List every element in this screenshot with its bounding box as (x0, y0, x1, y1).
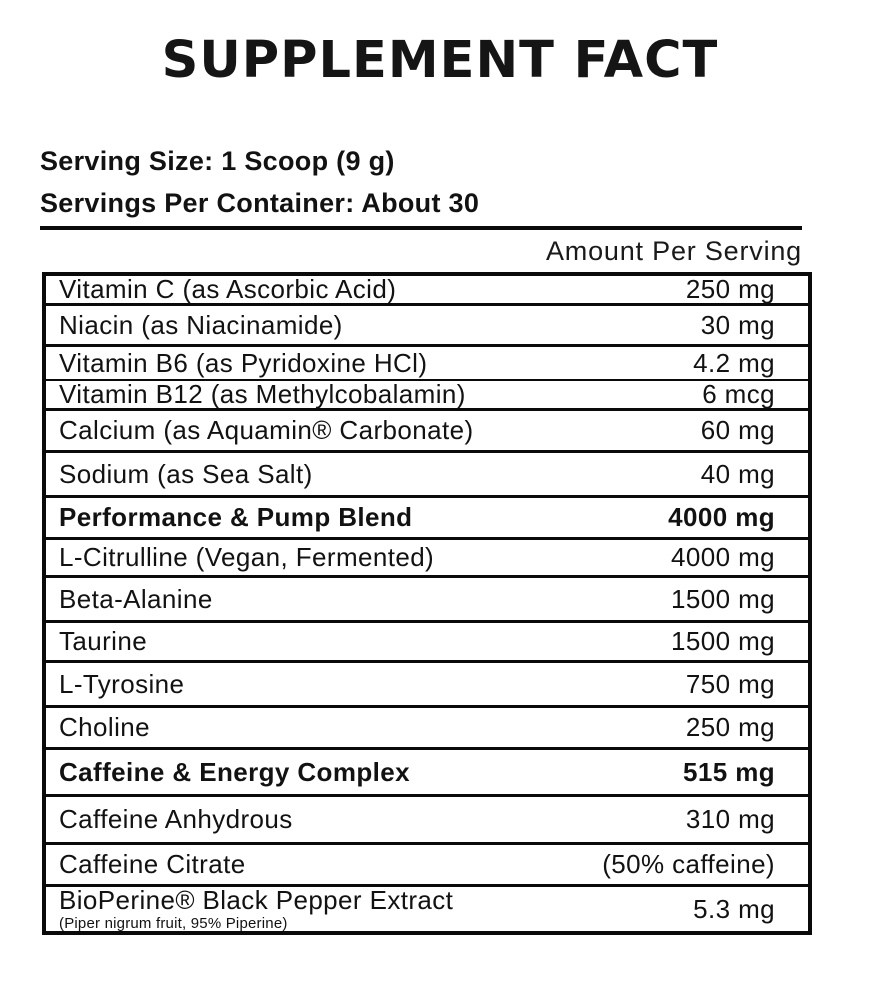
ingredient-name (59, 806, 293, 833)
ingredient-name-text: Caffeine Citrate (59, 849, 246, 879)
amount-column-header: Amount Per Serving (545, 236, 802, 266)
ingredient-amount: 4.2 mg (693, 347, 775, 378)
table-row (46, 845, 808, 887)
ingredient-amount: 515 mg (682, 756, 775, 787)
table-row (46, 708, 808, 750)
ingredient-amount: 6 mcg (702, 379, 775, 409)
ingredient-name-text: Calcium (as Aquamin® Carbonate) (59, 415, 474, 445)
ingredient-name (59, 544, 434, 571)
ingredient-name (59, 714, 150, 741)
ingredient-name-text: L-Tyrosine (59, 668, 185, 699)
ingredient-subtext: (Piper nigrum fruit, 95% Piperine) (59, 914, 288, 932)
ingredient-amount: 4000 mg (671, 542, 775, 572)
ingredient-amount: 250 mg (685, 274, 775, 304)
table-row (46, 381, 808, 411)
ingredient-name-text: Vitamin B12 (as Methylcobalamin) (59, 379, 466, 409)
ingredient-name (59, 347, 428, 378)
serving-size-line: Serving Size: 1 Scoop (9 g) (40, 146, 395, 176)
serving-info (40, 140, 880, 224)
ingredient-name (59, 458, 313, 489)
ingredient-amount: (50% caffeine) (602, 849, 775, 879)
table-row (46, 276, 808, 306)
table-row (46, 498, 808, 540)
table-row (46, 306, 808, 347)
ingredient-name-text: Niacin (as Niacinamide) (59, 309, 343, 340)
table-row (46, 540, 808, 578)
ingredient-name (59, 276, 396, 303)
ingredient-name (59, 309, 343, 340)
ingredient-name-text: Caffeine Anhydrous (59, 804, 293, 834)
ingredient-amount: 750 mg (685, 668, 775, 699)
ingredient-name (59, 381, 466, 408)
ingredient-amount: 30 mg (700, 309, 775, 340)
supplement-table (42, 272, 812, 935)
table-row (46, 347, 808, 381)
ingredient-amount: 4000 mg (668, 502, 775, 532)
page-title: SUPPLEMENT FACT (161, 31, 719, 90)
ingredient-name-text: Choline (59, 712, 150, 742)
ingredient-name (59, 668, 185, 699)
table-row (46, 750, 808, 797)
table-row (46, 623, 808, 663)
ingredient-name (59, 628, 147, 655)
ingredient-name-text: Vitamin B6 (as Pyridoxine HCl) (59, 347, 428, 378)
ingredient-amount: 5.3 mg (693, 893, 775, 924)
ingredient-amount: 310 mg (685, 804, 775, 834)
ingredient-amount: 40 mg (700, 458, 775, 489)
ingredient-name (59, 756, 410, 787)
ingredient-name-text: Sodium (as Sea Salt) (59, 458, 313, 489)
ingredient-name-text: Vitamin C (as Ascorbic Acid) (59, 274, 397, 304)
ingredient-name-text: Taurine (59, 626, 148, 656)
ingredient-amount: 60 mg (700, 415, 775, 445)
ingredient-name (59, 583, 213, 614)
ingredient-amount: 1500 mg (671, 583, 775, 614)
table-row (46, 884, 808, 932)
ingredient-name-text: Performance & Pump Blend (59, 502, 413, 532)
table-row (46, 411, 808, 453)
table-row (46, 578, 808, 623)
ingredient-amount: 250 mg (685, 712, 775, 742)
ingredient-name-text: L-Citrulline (Vegan, Fermented) (59, 542, 435, 572)
servings-per-container-line: Servings Per Container: About 30 (40, 188, 480, 218)
ingredient-name (59, 851, 246, 878)
ingredient-amount: 1500 mg (671, 626, 775, 656)
ingredient-name-text: Beta-Alanine (59, 583, 213, 614)
table-row (46, 797, 808, 845)
table-row (46, 453, 808, 498)
ingredient-name-text: Caffeine & Energy Complex (59, 756, 410, 787)
divider-rule (40, 226, 802, 230)
ingredient-name (59, 417, 474, 444)
ingredient-name (59, 884, 454, 932)
ingredient-name (59, 504, 412, 531)
ingredient-name-text: BioPerine® Black Pepper Extract (59, 884, 454, 915)
table-row (46, 663, 808, 708)
